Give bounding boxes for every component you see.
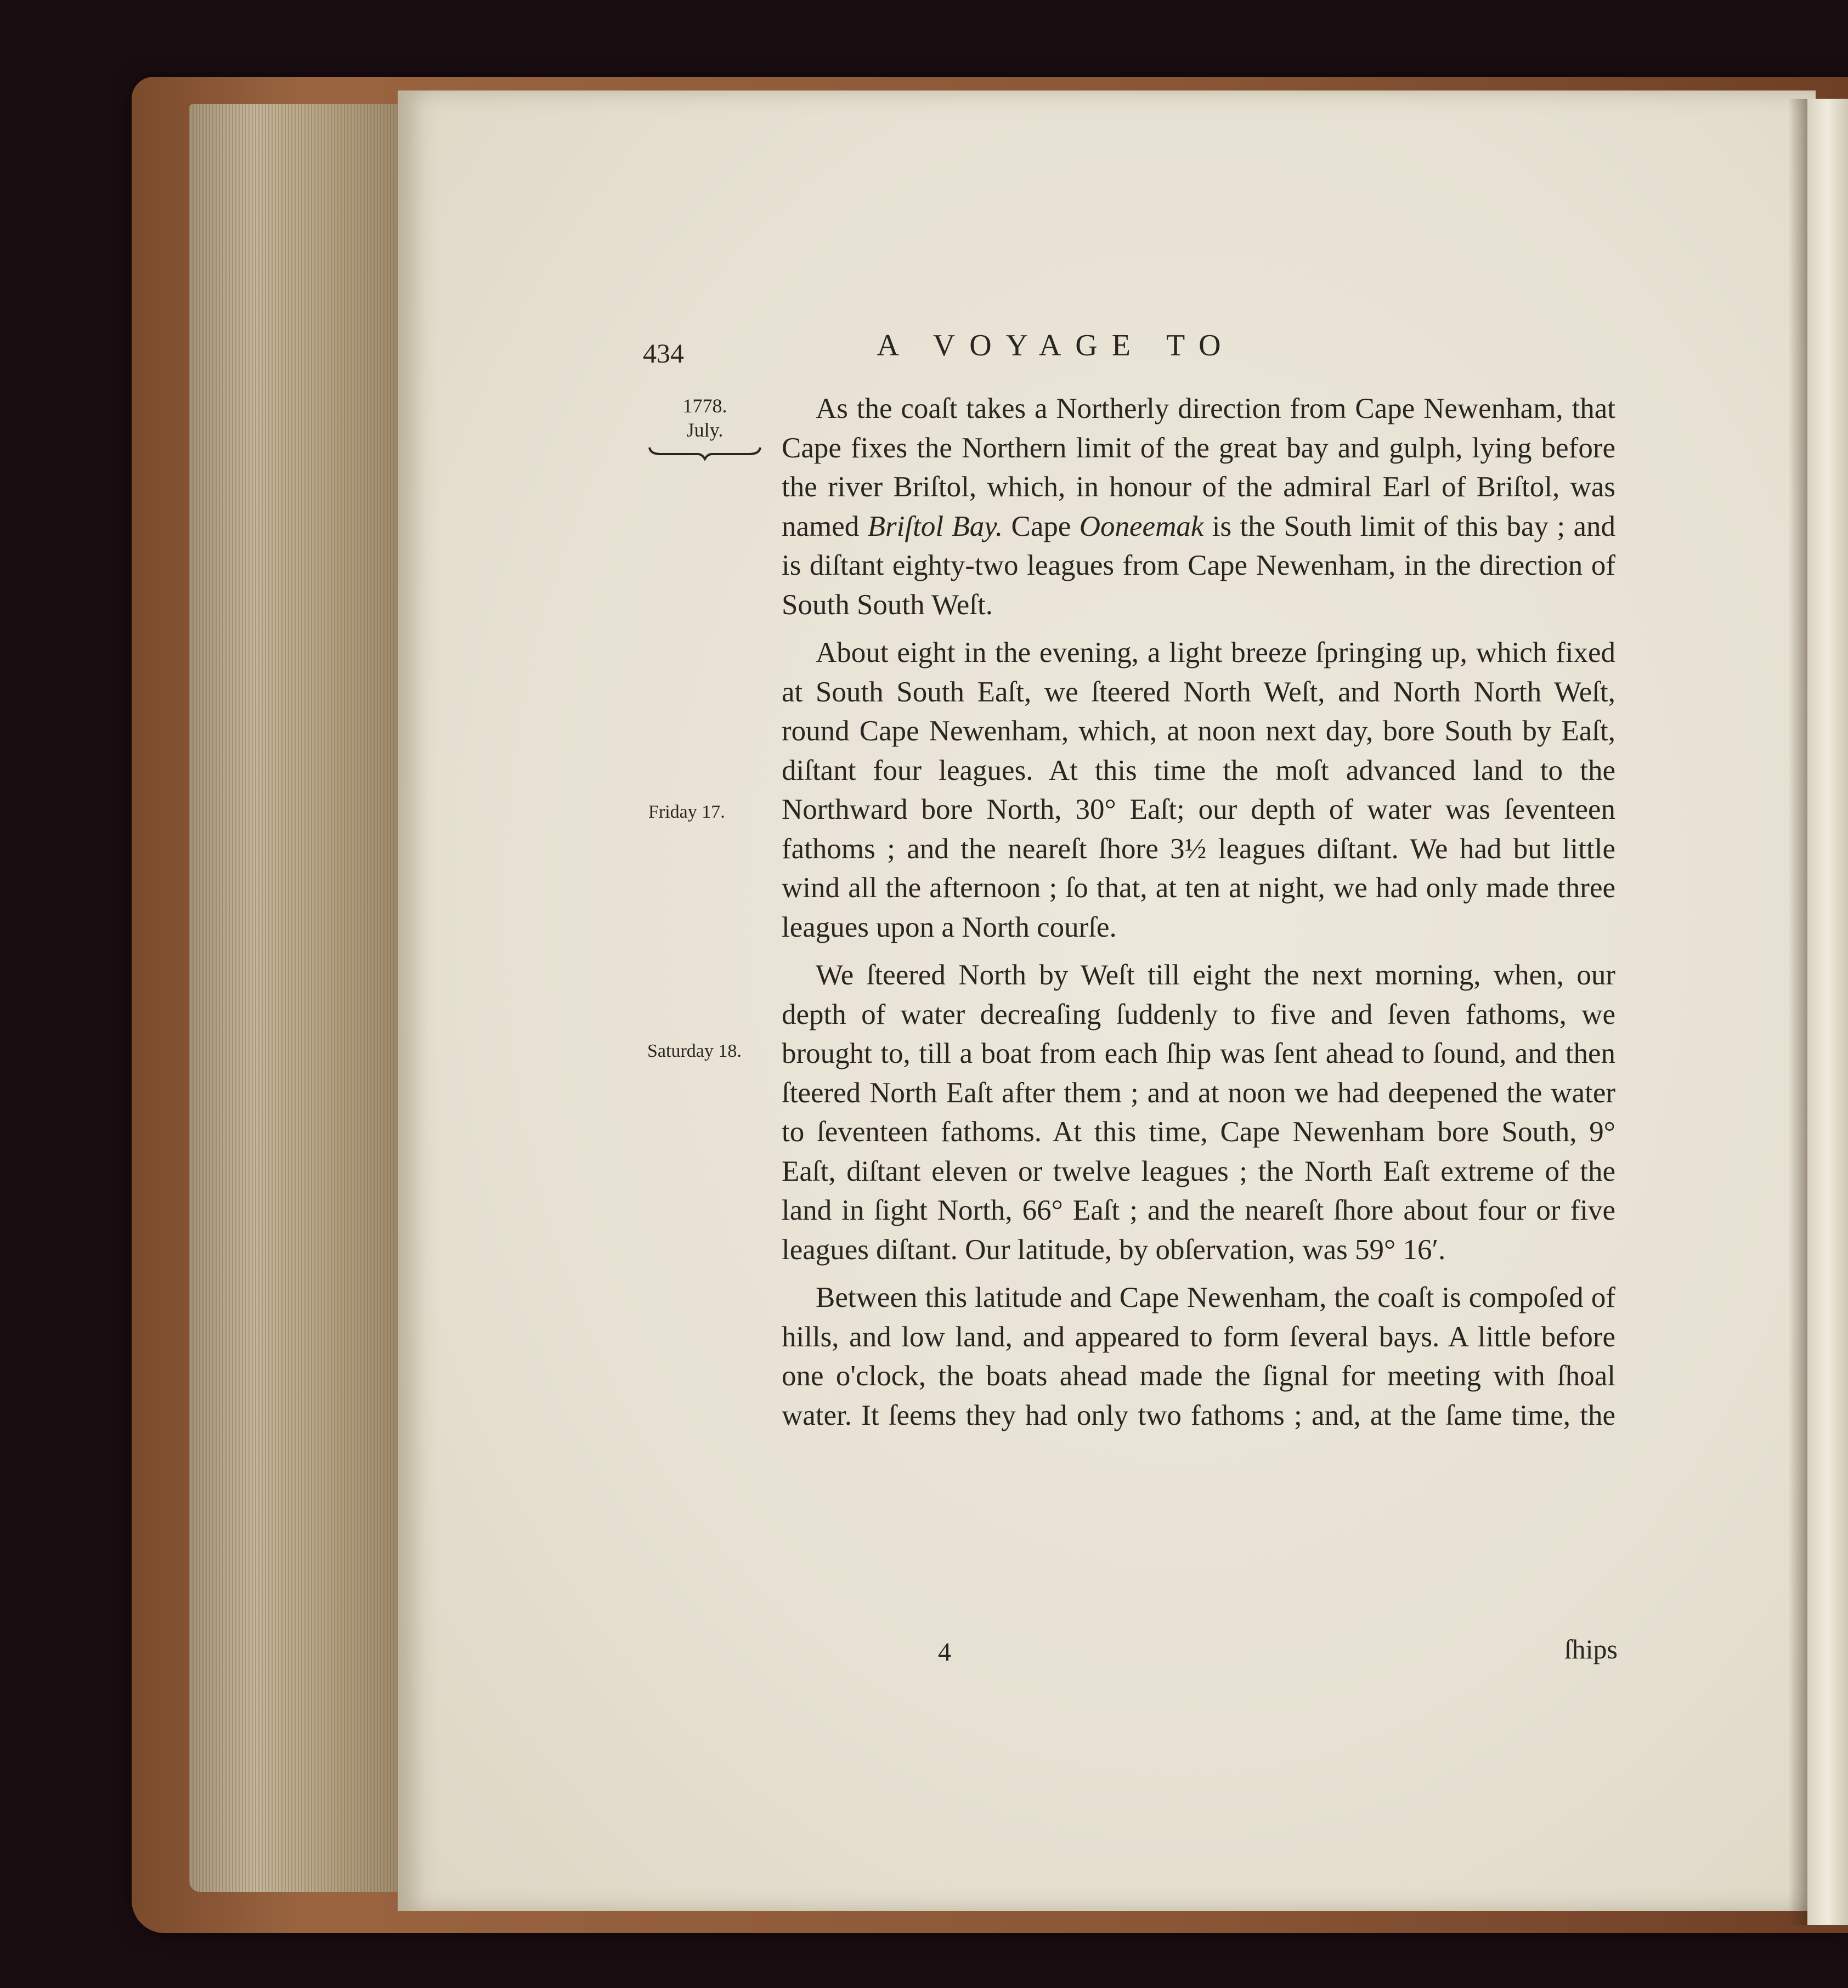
paragraph-1-text-b: Cape — [1003, 510, 1080, 542]
margin-year: 1778. — [682, 395, 727, 417]
main-text — [782, 389, 1615, 1444]
running-head: A VOYAGE TO — [877, 328, 1235, 363]
paragraph-1-italic-bristol-bay: Briſtol Bay. — [867, 510, 1003, 542]
paragraph-1-italic-ooneemak: Ooneemak — [1079, 510, 1204, 542]
facing-page-edge — [1807, 99, 1848, 1925]
paragraph-3: We ſteered North by Weſt till eight the next morning, when, our depth of water decreaſing ſuddenly to five and ſeven fathoms, we brought to, till a boat from each ſhip was ſent ahead to ſound, and then ſteered North Eaſt after them ; and at noon we had deepened the water to ſeventeen fathoms. At this time, Cape Newenham bore South, 9° Eaſt, diſtant eleven or twelve leagues ; the North Eaſt extreme of the land in ſight North, 66° Eaſt ; and the neareſt ſhore about four or five leagues diſtant. Our latitude, by obſervation, was 59° 16′. — [782, 959, 1615, 1266]
paragraph-2: About eight in the evening, a light breeze ſpringing up, which fixed at South South Eaſt, we ſteered North Weſt, and North North Weſt, round Cape Newenham, which, at noon next day, bore South by Eaſt, diſtant four leagues. At this time the moſt advanced land to the Northward bore North, 30° Eaſt; our depth of water was ſeventeen fathoms ; and the neareſt ſhore 3½ leagues diſtant. We had but little wind all the afternoon ; ſo that, at ten at night, we had only made three leagues upon a North courſe. — [782, 637, 1615, 943]
page-number: 434 — [643, 338, 684, 369]
paragraph-4: Between this latitude and Cape Newenham, the coaſt is compoſed of hills, and low land, and appeared to form ſeveral bays. A little before one o'clock, the boats ahead made the ſignal for meeting with ſhoal water. It ſeems they had only two fathoms ; and, at the ſame time, the — [782, 1282, 1615, 1431]
page-edges — [189, 104, 403, 1892]
signature-mark: 4 — [938, 1638, 951, 1667]
paragraph-1-text-a: As the coaſt takes a Northerly direction from Cape Newenham, that Cape fixes the Northern limit of the great bay and gulph, lying before the river Briſtol, which, in honour of the admiral Earl of Briſtol, was named — [782, 393, 1615, 542]
paragraph-1-text-c: is the South limit of this bay ; and is diſtant eighty-two leagues from Cape Newenham, in the direction of South South Weſt. — [782, 510, 1616, 621]
paragraph-1 — [782, 389, 1615, 625]
curly-brace-icon — [647, 444, 762, 461]
margin-note-friday: Friday 17. — [648, 802, 725, 822]
margin-month: July. — [686, 419, 724, 441]
margin-date — [647, 394, 762, 442]
catchword: ſhips — [1564, 1634, 1618, 1664]
margin-note-saturday: Saturday 18. — [647, 1041, 742, 1061]
